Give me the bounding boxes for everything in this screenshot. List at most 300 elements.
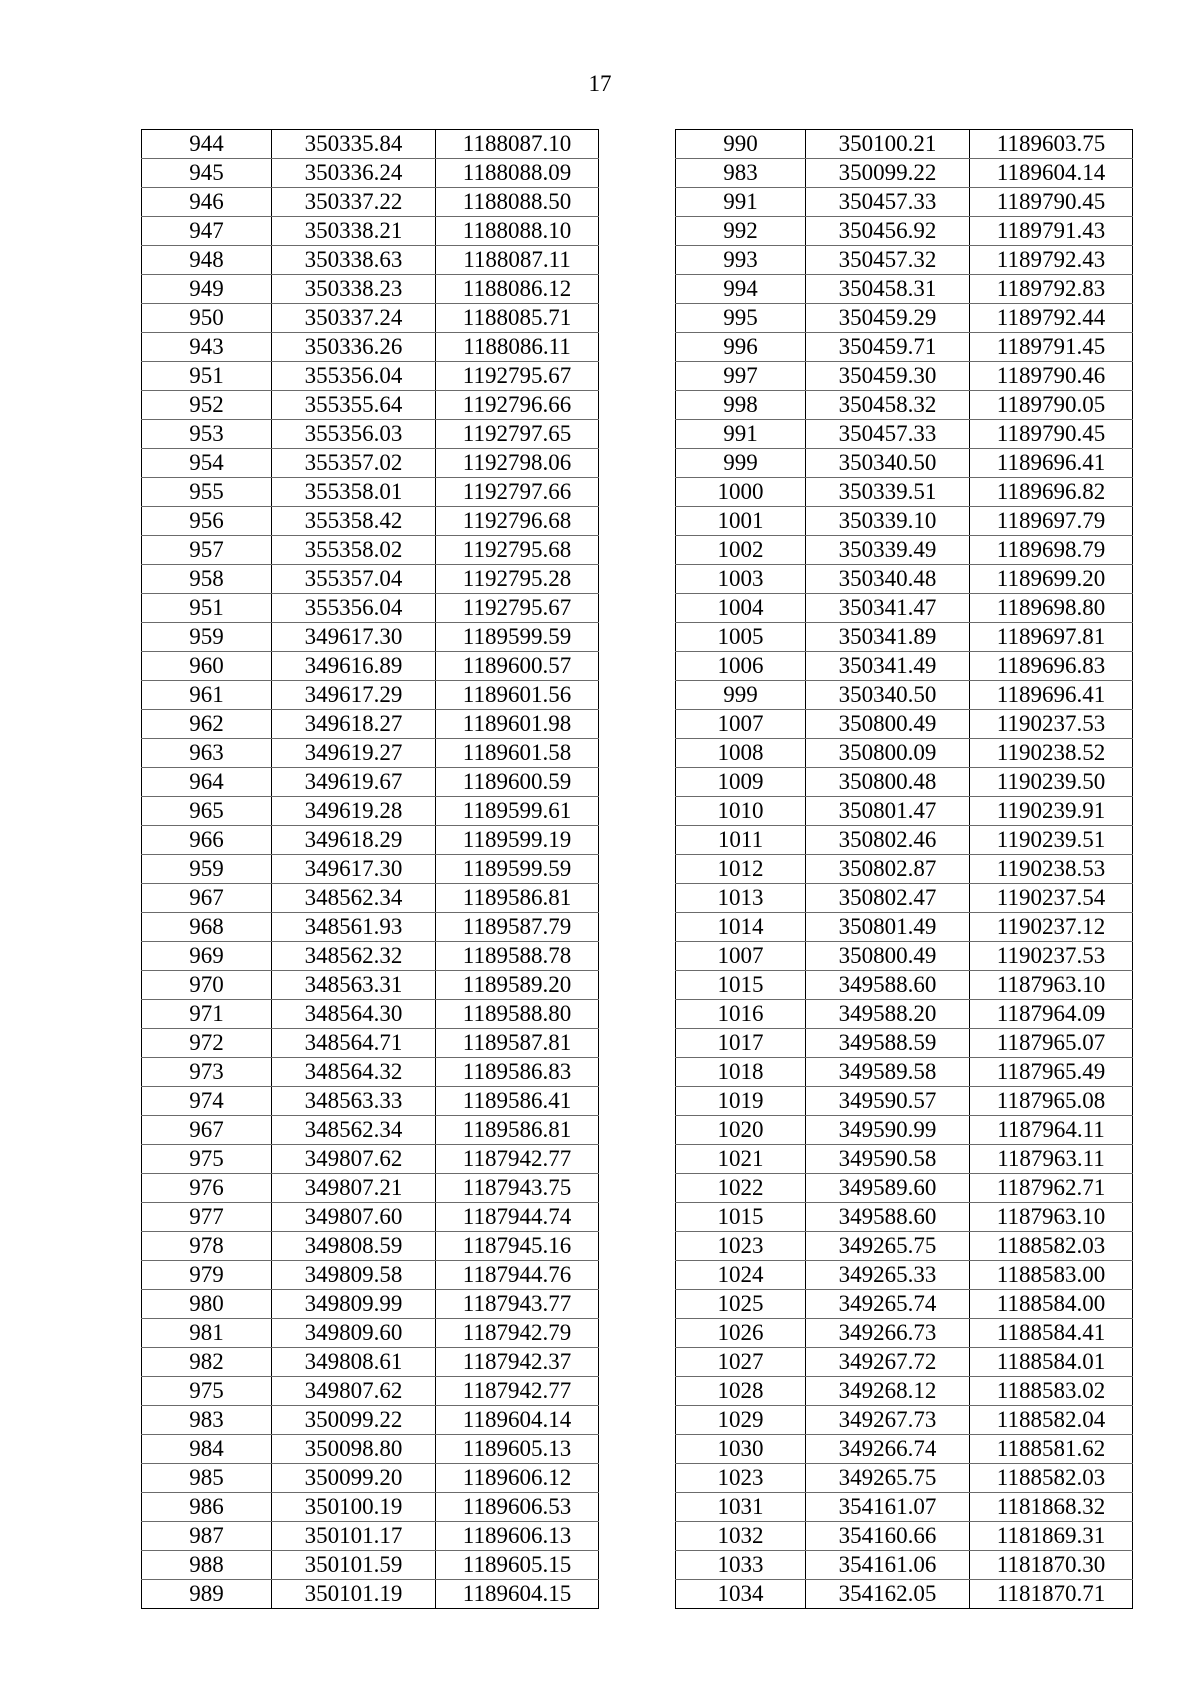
y-coordinate-cell: 1188087.11 [436, 246, 599, 275]
table-row [142, 1145, 599, 1174]
x-coordinate-cell: 350339.49 [806, 536, 970, 565]
point-number-cell: 950 [142, 304, 272, 333]
x-coordinate-cell: 349588.59 [806, 1029, 970, 1058]
point-number-cell: 1025 [676, 1290, 806, 1319]
point-number-cell: 951 [142, 594, 272, 623]
x-coordinate-cell: 355358.02 [272, 536, 436, 565]
y-coordinate-cell: 1189604.14 [970, 159, 1133, 188]
table-row [142, 855, 599, 884]
point-number-cell: 975 [142, 1377, 272, 1406]
y-coordinate-cell: 1181869.31 [970, 1522, 1133, 1551]
coordinate-table-right [675, 129, 1133, 1609]
point-number-cell: 974 [142, 1087, 272, 1116]
point-number-cell: 1015 [676, 971, 806, 1000]
point-number-cell: 969 [142, 942, 272, 971]
table-row [142, 681, 599, 710]
point-number-cell: 964 [142, 768, 272, 797]
x-coordinate-cell: 349588.20 [806, 1000, 970, 1029]
x-coordinate-cell: 349266.74 [806, 1435, 970, 1464]
x-coordinate-cell: 355356.04 [272, 594, 436, 623]
x-coordinate-cell: 350802.47 [806, 884, 970, 913]
x-coordinate-cell: 349808.59 [272, 1232, 436, 1261]
point-number-cell: 1020 [676, 1116, 806, 1145]
point-number-cell: 1013 [676, 884, 806, 913]
table-row [142, 1261, 599, 1290]
point-number-cell: 1029 [676, 1406, 806, 1435]
y-coordinate-cell: 1187942.77 [436, 1377, 599, 1406]
x-coordinate-cell: 350100.19 [272, 1493, 436, 1522]
x-coordinate-cell: 349617.30 [272, 855, 436, 884]
point-number-cell: 1032 [676, 1522, 806, 1551]
y-coordinate-cell: 1189791.43 [970, 217, 1133, 246]
x-coordinate-cell: 350800.49 [806, 710, 970, 739]
x-coordinate-cell: 349589.60 [806, 1174, 970, 1203]
y-coordinate-cell: 1189599.19 [436, 826, 599, 855]
y-coordinate-cell: 1189589.20 [436, 971, 599, 1000]
table-row [142, 362, 599, 391]
x-coordinate-cell: 354162.05 [806, 1580, 970, 1609]
coordinate-table-body [676, 130, 1133, 1609]
table-row [142, 1029, 599, 1058]
point-number-cell: 1009 [676, 768, 806, 797]
x-coordinate-cell: 354161.07 [806, 1493, 970, 1522]
x-coordinate-cell: 349267.72 [806, 1348, 970, 1377]
point-number-cell: 1000 [676, 478, 806, 507]
x-coordinate-cell: 355358.42 [272, 507, 436, 536]
y-coordinate-cell: 1188584.41 [970, 1319, 1133, 1348]
x-coordinate-cell: 350459.29 [806, 304, 970, 333]
x-coordinate-cell: 350340.48 [806, 565, 970, 594]
point-number-cell: 1007 [676, 710, 806, 739]
y-coordinate-cell: 1189696.41 [970, 449, 1133, 478]
y-coordinate-cell: 1190238.52 [970, 739, 1133, 768]
table-row [676, 1000, 1133, 1029]
point-number-cell: 995 [676, 304, 806, 333]
x-coordinate-cell: 349618.29 [272, 826, 436, 855]
y-coordinate-cell: 1188582.04 [970, 1406, 1133, 1435]
point-number-cell: 958 [142, 565, 272, 594]
table-row [676, 1493, 1133, 1522]
table-row [676, 623, 1133, 652]
table-row [142, 652, 599, 681]
y-coordinate-cell: 1189696.83 [970, 652, 1133, 681]
point-number-cell: 1005 [676, 623, 806, 652]
point-number-cell: 999 [676, 681, 806, 710]
point-number-cell: 1007 [676, 942, 806, 971]
table-row [676, 1174, 1133, 1203]
y-coordinate-cell: 1189601.98 [436, 710, 599, 739]
table-row [142, 884, 599, 913]
y-coordinate-cell: 1190237.53 [970, 942, 1133, 971]
y-coordinate-cell: 1189600.59 [436, 768, 599, 797]
x-coordinate-cell: 350338.21 [272, 217, 436, 246]
point-number-cell: 1010 [676, 797, 806, 826]
point-number-cell: 1022 [676, 1174, 806, 1203]
point-number-cell: 1006 [676, 652, 806, 681]
table-row [676, 1522, 1133, 1551]
y-coordinate-cell: 1187963.11 [970, 1145, 1133, 1174]
point-number-cell: 951 [142, 362, 272, 391]
y-coordinate-cell: 1188582.03 [970, 1464, 1133, 1493]
table-row [142, 1493, 599, 1522]
y-coordinate-cell: 1188088.50 [436, 188, 599, 217]
y-coordinate-cell: 1187944.76 [436, 1261, 599, 1290]
table-row [676, 1435, 1133, 1464]
x-coordinate-cell: 350339.51 [806, 478, 970, 507]
point-number-cell: 988 [142, 1551, 272, 1580]
table-row [676, 1058, 1133, 1087]
y-coordinate-cell: 1189587.79 [436, 913, 599, 942]
y-coordinate-cell: 1192795.67 [436, 594, 599, 623]
x-coordinate-cell: 350337.24 [272, 304, 436, 333]
table-row [142, 913, 599, 942]
x-coordinate-cell: 350336.26 [272, 333, 436, 362]
table-row [142, 304, 599, 333]
x-coordinate-cell: 350335.84 [272, 130, 436, 159]
y-coordinate-cell: 1181870.30 [970, 1551, 1133, 1580]
x-coordinate-cell: 348562.32 [272, 942, 436, 971]
point-number-cell: 1034 [676, 1580, 806, 1609]
point-number-cell: 1019 [676, 1087, 806, 1116]
table-row [142, 1580, 599, 1609]
y-coordinate-cell: 1189599.59 [436, 855, 599, 884]
table-row [142, 391, 599, 420]
table-row [676, 1580, 1133, 1609]
x-coordinate-cell: 349266.73 [806, 1319, 970, 1348]
x-coordinate-cell: 349267.73 [806, 1406, 970, 1435]
point-number-cell: 970 [142, 971, 272, 1000]
y-coordinate-cell: 1189605.13 [436, 1435, 599, 1464]
table-row [676, 768, 1133, 797]
x-coordinate-cell: 349265.74 [806, 1290, 970, 1319]
x-coordinate-cell: 350802.87 [806, 855, 970, 884]
y-coordinate-cell: 1189606.13 [436, 1522, 599, 1551]
point-number-cell: 981 [142, 1319, 272, 1348]
point-number-cell: 953 [142, 420, 272, 449]
point-number-cell: 952 [142, 391, 272, 420]
table-row [142, 971, 599, 1000]
y-coordinate-cell: 1189790.46 [970, 362, 1133, 391]
x-coordinate-cell: 350340.50 [806, 681, 970, 710]
table-row [676, 942, 1133, 971]
point-number-cell: 963 [142, 739, 272, 768]
point-number-cell: 994 [676, 275, 806, 304]
y-coordinate-cell: 1189588.78 [436, 942, 599, 971]
y-coordinate-cell: 1189699.20 [970, 565, 1133, 594]
point-number-cell: 967 [142, 1116, 272, 1145]
point-number-cell: 993 [676, 246, 806, 275]
point-number-cell: 945 [142, 159, 272, 188]
table-row [142, 130, 599, 159]
table-row [142, 507, 599, 536]
y-coordinate-cell: 1189586.81 [436, 884, 599, 913]
table-row [676, 565, 1133, 594]
x-coordinate-cell: 349808.61 [272, 1348, 436, 1377]
point-number-cell: 957 [142, 536, 272, 565]
x-coordinate-cell: 349807.62 [272, 1145, 436, 1174]
table-row [142, 1174, 599, 1203]
y-coordinate-cell: 1187942.37 [436, 1348, 599, 1377]
table-row [676, 1087, 1133, 1116]
point-number-cell: 944 [142, 130, 272, 159]
x-coordinate-cell: 350459.71 [806, 333, 970, 362]
table-row [676, 1232, 1133, 1261]
point-number-cell: 948 [142, 246, 272, 275]
point-number-cell: 983 [676, 159, 806, 188]
y-coordinate-cell: 1189790.05 [970, 391, 1133, 420]
point-number-cell: 971 [142, 1000, 272, 1029]
x-coordinate-cell: 349619.28 [272, 797, 436, 826]
x-coordinate-cell: 350101.59 [272, 1551, 436, 1580]
x-coordinate-cell: 348564.32 [272, 1058, 436, 1087]
x-coordinate-cell: 349809.60 [272, 1319, 436, 1348]
table-row [676, 449, 1133, 478]
table-row [142, 1348, 599, 1377]
y-coordinate-cell: 1190239.50 [970, 768, 1133, 797]
y-coordinate-cell: 1189586.83 [436, 1058, 599, 1087]
table-row [142, 710, 599, 739]
y-coordinate-cell: 1187942.77 [436, 1145, 599, 1174]
y-coordinate-cell: 1188088.10 [436, 217, 599, 246]
point-number-cell: 987 [142, 1522, 272, 1551]
x-coordinate-cell: 348563.33 [272, 1087, 436, 1116]
point-number-cell: 989 [142, 1580, 272, 1609]
point-number-cell: 1023 [676, 1232, 806, 1261]
x-coordinate-cell: 350457.32 [806, 246, 970, 275]
y-coordinate-cell: 1189606.53 [436, 1493, 599, 1522]
y-coordinate-cell: 1188087.10 [436, 130, 599, 159]
x-coordinate-cell: 349588.60 [806, 1203, 970, 1232]
y-coordinate-cell: 1188085.71 [436, 304, 599, 333]
x-coordinate-cell: 350456.92 [806, 217, 970, 246]
y-coordinate-cell: 1189604.14 [436, 1406, 599, 1435]
y-coordinate-cell: 1189698.80 [970, 594, 1133, 623]
y-coordinate-cell: 1190237.54 [970, 884, 1133, 913]
y-coordinate-cell: 1189586.81 [436, 1116, 599, 1145]
y-coordinate-cell: 1192795.67 [436, 362, 599, 391]
table-row [676, 855, 1133, 884]
point-number-cell: 980 [142, 1290, 272, 1319]
y-coordinate-cell: 1188584.01 [970, 1348, 1133, 1377]
point-number-cell: 990 [676, 130, 806, 159]
y-coordinate-cell: 1188581.62 [970, 1435, 1133, 1464]
x-coordinate-cell: 349809.58 [272, 1261, 436, 1290]
table-row [142, 623, 599, 652]
table-row [676, 1464, 1133, 1493]
y-coordinate-cell: 1189588.80 [436, 1000, 599, 1029]
y-coordinate-cell: 1188584.00 [970, 1290, 1133, 1319]
table-row [142, 1464, 599, 1493]
table-row [676, 391, 1133, 420]
table-row [142, 333, 599, 362]
y-coordinate-cell: 1187965.08 [970, 1087, 1133, 1116]
x-coordinate-cell: 350099.22 [806, 159, 970, 188]
table-row [676, 1377, 1133, 1406]
table-row [676, 710, 1133, 739]
point-number-cell: 1030 [676, 1435, 806, 1464]
y-coordinate-cell: 1189587.81 [436, 1029, 599, 1058]
table-row [142, 1290, 599, 1319]
y-coordinate-cell: 1189792.83 [970, 275, 1133, 304]
x-coordinate-cell: 350100.21 [806, 130, 970, 159]
x-coordinate-cell: 350339.10 [806, 507, 970, 536]
point-number-cell: 1012 [676, 855, 806, 884]
y-coordinate-cell: 1190237.12 [970, 913, 1133, 942]
x-coordinate-cell: 350800.09 [806, 739, 970, 768]
point-number-cell: 991 [676, 188, 806, 217]
table-row [676, 797, 1133, 826]
x-coordinate-cell: 350341.47 [806, 594, 970, 623]
x-coordinate-cell: 355356.03 [272, 420, 436, 449]
y-coordinate-cell: 1189604.15 [436, 1580, 599, 1609]
x-coordinate-cell: 349619.27 [272, 739, 436, 768]
y-coordinate-cell: 1192796.66 [436, 391, 599, 420]
table-row [676, 188, 1133, 217]
point-number-cell: 986 [142, 1493, 272, 1522]
x-coordinate-cell: 349617.30 [272, 623, 436, 652]
point-number-cell: 962 [142, 710, 272, 739]
point-number-cell: 984 [142, 1435, 272, 1464]
table-row [142, 1087, 599, 1116]
table-row [676, 159, 1133, 188]
point-number-cell: 983 [142, 1406, 272, 1435]
x-coordinate-cell: 349807.21 [272, 1174, 436, 1203]
table-row [676, 217, 1133, 246]
point-number-cell: 1014 [676, 913, 806, 942]
table-row [676, 420, 1133, 449]
table-row [142, 1058, 599, 1087]
y-coordinate-cell: 1189603.75 [970, 130, 1133, 159]
y-coordinate-cell: 1192797.66 [436, 478, 599, 507]
table-row [142, 768, 599, 797]
x-coordinate-cell: 350340.50 [806, 449, 970, 478]
y-coordinate-cell: 1189600.57 [436, 652, 599, 681]
table-row [676, 1145, 1133, 1174]
y-coordinate-cell: 1188088.09 [436, 159, 599, 188]
y-coordinate-cell: 1189599.61 [436, 797, 599, 826]
point-number-cell: 1016 [676, 1000, 806, 1029]
point-number-cell: 966 [142, 826, 272, 855]
x-coordinate-cell: 349265.75 [806, 1464, 970, 1493]
x-coordinate-cell: 355357.04 [272, 565, 436, 594]
x-coordinate-cell: 350099.20 [272, 1464, 436, 1493]
x-coordinate-cell: 350336.24 [272, 159, 436, 188]
table-row [676, 507, 1133, 536]
y-coordinate-cell: 1190239.91 [970, 797, 1133, 826]
y-coordinate-cell: 1187943.77 [436, 1290, 599, 1319]
table-row [676, 275, 1133, 304]
x-coordinate-cell: 349265.75 [806, 1232, 970, 1261]
y-coordinate-cell: 1187942.79 [436, 1319, 599, 1348]
x-coordinate-cell: 350337.22 [272, 188, 436, 217]
x-coordinate-cell: 350802.46 [806, 826, 970, 855]
point-number-cell: 1008 [676, 739, 806, 768]
point-number-cell: 979 [142, 1261, 272, 1290]
y-coordinate-cell: 1188086.12 [436, 275, 599, 304]
table-row [676, 536, 1133, 565]
point-number-cell: 959 [142, 855, 272, 884]
table-row [676, 1290, 1133, 1319]
y-coordinate-cell: 1187963.10 [970, 1203, 1133, 1232]
y-coordinate-cell: 1192795.68 [436, 536, 599, 565]
x-coordinate-cell: 355358.01 [272, 478, 436, 507]
table-row [142, 1551, 599, 1580]
y-coordinate-cell: 1189698.79 [970, 536, 1133, 565]
coordinate-table-left [141, 129, 599, 1609]
x-coordinate-cell: 354160.66 [806, 1522, 970, 1551]
x-coordinate-cell: 355357.02 [272, 449, 436, 478]
point-number-cell: 998 [676, 391, 806, 420]
point-number-cell: 961 [142, 681, 272, 710]
y-coordinate-cell: 1187964.09 [970, 1000, 1133, 1029]
x-coordinate-cell: 350338.23 [272, 275, 436, 304]
x-coordinate-cell: 350800.49 [806, 942, 970, 971]
y-coordinate-cell: 1181868.32 [970, 1493, 1133, 1522]
y-coordinate-cell: 1187965.49 [970, 1058, 1133, 1087]
y-coordinate-cell: 1189697.79 [970, 507, 1133, 536]
point-number-cell: 1018 [676, 1058, 806, 1087]
x-coordinate-cell: 350101.17 [272, 1522, 436, 1551]
x-coordinate-cell: 350459.30 [806, 362, 970, 391]
y-coordinate-cell: 1187964.11 [970, 1116, 1133, 1145]
table-row [676, 594, 1133, 623]
table-row [676, 246, 1133, 275]
x-coordinate-cell: 350800.48 [806, 768, 970, 797]
point-number-cell: 1015 [676, 1203, 806, 1232]
x-coordinate-cell: 350458.32 [806, 391, 970, 420]
y-coordinate-cell: 1189696.82 [970, 478, 1133, 507]
table-row [676, 1348, 1133, 1377]
x-coordinate-cell: 350098.80 [272, 1435, 436, 1464]
table-row [142, 1435, 599, 1464]
point-number-cell: 982 [142, 1348, 272, 1377]
table-row [676, 826, 1133, 855]
point-number-cell: 1023 [676, 1464, 806, 1493]
table-row [142, 188, 599, 217]
y-coordinate-cell: 1192795.28 [436, 565, 599, 594]
point-number-cell: 996 [676, 333, 806, 362]
point-number-cell: 956 [142, 507, 272, 536]
x-coordinate-cell: 348562.34 [272, 884, 436, 913]
x-coordinate-cell: 348563.31 [272, 971, 436, 1000]
point-number-cell: 947 [142, 217, 272, 246]
y-coordinate-cell: 1187944.74 [436, 1203, 599, 1232]
y-coordinate-cell: 1188583.00 [970, 1261, 1133, 1290]
table-row [142, 1116, 599, 1145]
point-number-cell: 977 [142, 1203, 272, 1232]
y-coordinate-cell: 1187945.16 [436, 1232, 599, 1261]
table-row [142, 420, 599, 449]
table-row [142, 1232, 599, 1261]
page-number: 17 [588, 71, 612, 96]
x-coordinate-cell: 349807.62 [272, 1377, 436, 1406]
table-row [142, 159, 599, 188]
y-coordinate-cell: 1189606.12 [436, 1464, 599, 1493]
point-number-cell: 978 [142, 1232, 272, 1261]
x-coordinate-cell: 350801.49 [806, 913, 970, 942]
x-coordinate-cell: 349590.99 [806, 1116, 970, 1145]
y-coordinate-cell: 1188582.03 [970, 1232, 1133, 1261]
y-coordinate-cell: 1189697.81 [970, 623, 1133, 652]
point-number-cell: 1021 [676, 1145, 806, 1174]
y-coordinate-cell: 1189792.44 [970, 304, 1133, 333]
y-coordinate-cell: 1190237.53 [970, 710, 1133, 739]
point-number-cell: 943 [142, 333, 272, 362]
y-coordinate-cell: 1189792.43 [970, 246, 1133, 275]
x-coordinate-cell: 354161.06 [806, 1551, 970, 1580]
y-coordinate-cell: 1189586.41 [436, 1087, 599, 1116]
x-coordinate-cell: 350341.49 [806, 652, 970, 681]
